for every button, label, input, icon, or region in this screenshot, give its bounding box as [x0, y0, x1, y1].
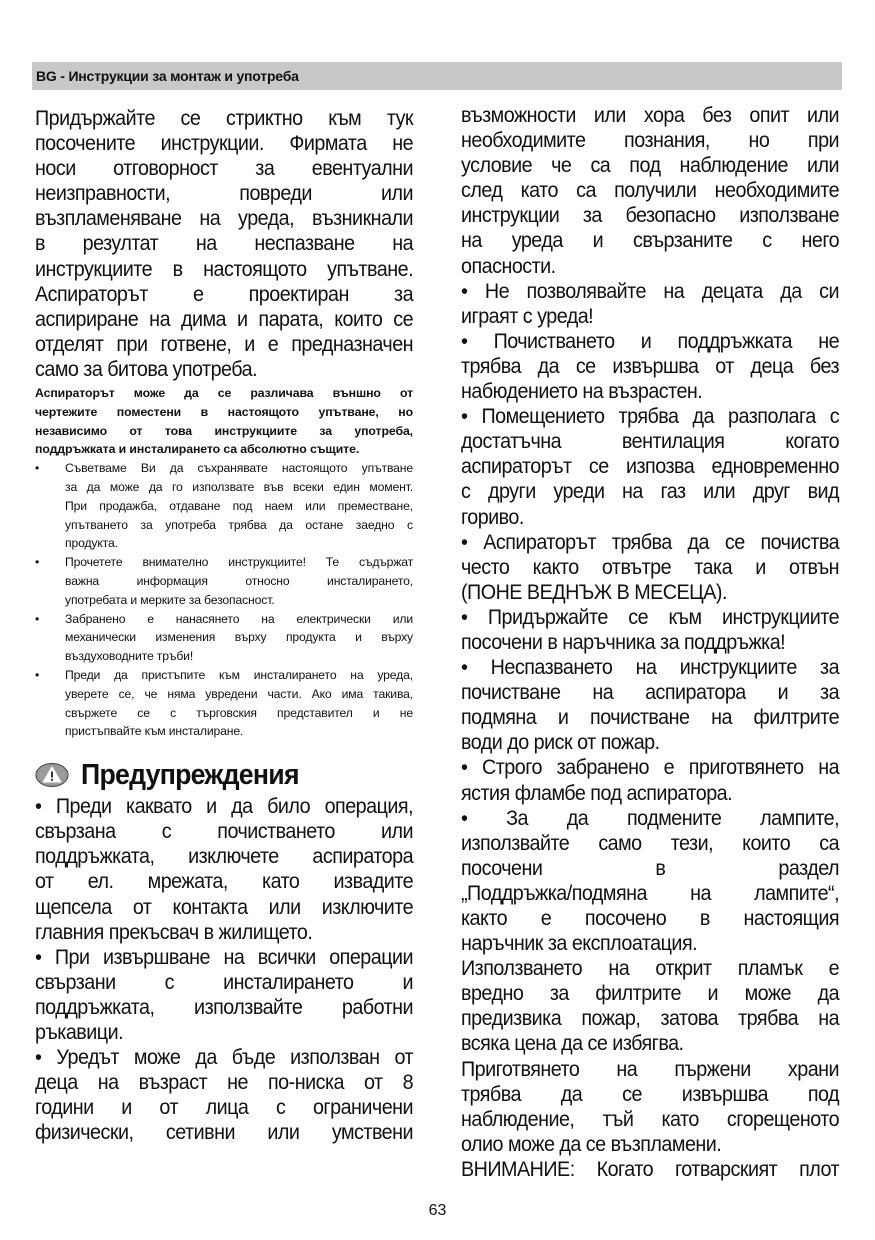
bullet: • — [35, 555, 40, 570]
text-line: • Преди каквато и да било операция, — [35, 795, 414, 819]
text-line: с други уреди на газ или друг вид — [461, 480, 840, 504]
text-line: наблюдение, тъй като сгорещеното — [461, 1107, 840, 1131]
list-line: важна информация относно инсталирането, — [65, 574, 413, 588]
text-line: подмяна и почистване на филтрите — [461, 706, 840, 730]
text-line: • Помещението трябва да разполага с — [461, 405, 840, 429]
text-line: свързани с инсталирането и — [35, 970, 414, 994]
text-line: от ел. мрежата, като извадите — [35, 870, 414, 894]
text-line: • Придържайте се към инструкциите — [461, 605, 840, 629]
page-number: 63 — [428, 1202, 447, 1219]
notice-line: независимо от това инструкциите за употреба, — [35, 423, 413, 438]
text-line: набюдението на възрастен. — [461, 380, 703, 404]
text-line: всяка цена да се избягва. — [461, 1032, 684, 1056]
right-column — [461, 103, 839, 1182]
text-line: неизправности, повреди или — [35, 182, 414, 206]
list-line: свържете се с търговския представител и не — [65, 705, 413, 720]
warnings-heading — [35, 758, 413, 792]
warnings-title: Предупреждения — [81, 758, 299, 791]
text-line: трябва да се извършва от деца без — [461, 354, 840, 378]
text-line: вредно за филтрите и може да — [461, 982, 840, 1006]
text-line: на уреда и свързаните с него — [461, 229, 840, 253]
text-line: отделят при готвене, и е предназначен — [35, 332, 414, 356]
intro-paragraph — [35, 106, 413, 382]
list-item — [35, 610, 413, 666]
text-line: наръчник за експлоатация. — [461, 932, 698, 956]
text-line: възможности или хора без опит или — [461, 104, 840, 127]
list-line: продукта. — [65, 536, 118, 551]
list-line: При продажба, отдаване под наем или преместване, — [65, 498, 413, 513]
list-line: за да може да го използвате във всеки един момент. — [65, 480, 413, 495]
left-column — [35, 106, 413, 1145]
text-line: аспириране на дима и парата, които се — [35, 307, 414, 331]
text-line: поддръжката, използвайте работни — [35, 995, 414, 1019]
text-line: (ПОНЕ ВЕДНЪЖ В МЕСЕЦА). — [461, 580, 727, 604]
bullet: • — [35, 461, 40, 476]
list-item — [35, 666, 413, 741]
text-line: олио може да се възпламени. — [461, 1132, 722, 1156]
text-line: ястия фламбе под аспиратора. — [461, 781, 733, 805]
text-line: свързана с почистването или — [35, 820, 414, 844]
list-line: пристъпвайте към инсталиране. — [65, 724, 244, 739]
text-line: опасности. — [461, 254, 556, 278]
bullet: • — [35, 667, 40, 682]
list-line: Преди да пристъпите към инсталирането на уреда, — [65, 667, 413, 682]
notice-line: поддръжката и инсталирането са абсолютно същите. — [35, 442, 360, 457]
text-line: играят с уреда! — [461, 304, 594, 328]
text-line: деца на възраст не по-ниска от 8 — [35, 1071, 414, 1095]
text-line: • Неспазването на инструкциите за — [461, 656, 840, 680]
list-line: механически изменения върху продукта и върху — [65, 630, 413, 645]
recommendations-list — [35, 459, 413, 741]
text-line: достатъчна вентилация когато — [461, 430, 840, 454]
text-line: • Уредът може да бъде използван от — [35, 1046, 414, 1070]
text-line: инструкциите в настоящото упътване. — [35, 257, 414, 281]
text-line: само за битова употреба. — [35, 357, 258, 381]
list-line: Забранено е нанасянето на електрически или — [65, 611, 413, 626]
section-header — [32, 62, 842, 90]
list-item — [35, 553, 413, 609]
warnings-text — [35, 794, 413, 1145]
list-line: въздуховодните тръби! — [65, 649, 194, 664]
notice-line: чертежите поместени в настоящото упътване, но — [35, 404, 413, 419]
text-line: Приготвянето на пържени храни — [461, 1057, 840, 1081]
text-line: аспираторът се изпозва едновременно — [461, 455, 840, 479]
text-line: • Почистването и поддръжката не — [461, 329, 840, 353]
header-title: BG - Инструкции за монтаж и употреба — [36, 68, 299, 84]
text-line: Придържайте се стриктно към тук — [35, 107, 414, 130]
text-line: поддръжката, изключете аспиратора — [35, 845, 414, 869]
text-line: инструкции за безопасно използване — [461, 204, 840, 228]
appearance-notice — [35, 384, 413, 459]
text-line: носи отговорност за евентуални — [35, 157, 414, 181]
text-line: посочените инструкции. Фирмата не — [35, 132, 414, 156]
text-line: условие че са под наблюдение или — [461, 154, 840, 178]
text-line: възпламеняване на уреда, възникнали — [35, 207, 414, 231]
text-line: щепсела от контакта или изключите — [35, 895, 414, 919]
text-line: физически, сетивни или умствени — [35, 1121, 414, 1145]
right-column-text — [461, 103, 839, 1182]
text-line: води до риск от пожар. — [461, 731, 660, 755]
text-line: посочени в раздел — [461, 856, 840, 880]
list-line: Съветваме Ви да съхранявате настоящото упътване — [65, 461, 413, 476]
text-line: години и от лица с ограничени — [35, 1096, 414, 1120]
text-line: Аспираторът е проектиран за — [35, 282, 414, 306]
text-line: • За да подмените лампите, — [461, 806, 840, 830]
text-line: Използването на открит пламък е — [461, 957, 840, 981]
text-line: ВНИМАНИЕ: Когато готварският плот — [461, 1157, 840, 1181]
list-line: уверете се, че няма увредени части. Ако има такива, — [65, 686, 413, 701]
text-line: посочени в наръчника за поддръжка! — [461, 630, 786, 654]
text-line: често както отвътре така и отвън — [461, 555, 840, 579]
text-line: гориво. — [461, 505, 524, 529]
bullet: • — [35, 611, 40, 626]
text-line: • Не позволявайте на децата да си — [461, 279, 840, 303]
text-line: както е посочено в настоящия — [461, 907, 840, 930]
list-line: употребата и мерките за безопасност. — [65, 592, 275, 607]
text-line: • Аспираторът трябва да се почиства — [461, 530, 840, 554]
text-line: „Поддръжка/подмяна на лампите“, — [461, 881, 840, 905]
text-line: • Строго забранено е приготвянето на — [461, 756, 840, 780]
text-line: необходимите познания, но при — [461, 129, 840, 153]
list-line: упътването за употреба трябва да остане заедно с — [65, 517, 413, 532]
text-line: след като са получили необходимите — [461, 179, 840, 203]
text-line: • При извършване на всички операции — [35, 945, 414, 969]
notice-line: Аспираторът може да се различава външно от — [35, 386, 413, 401]
text-line: използвайте само тези, които са — [461, 831, 840, 855]
exclamation-ellipse-icon — [35, 762, 69, 788]
text-line: главния прекъсвач в жилището. — [35, 920, 313, 944]
text-line: почистване на аспиратора и за — [461, 681, 840, 705]
text-line: предизвика пожар, затова трябва на — [461, 1007, 840, 1031]
text-line: трябва да се извършва под — [461, 1082, 840, 1106]
text-line: ръкавици. — [35, 1021, 124, 1045]
text-line: в резултат на неспазване на — [35, 232, 414, 256]
list-line: Прочетете внимателно инструкциите! Те съдържат — [65, 555, 413, 570]
list-item — [35, 459, 413, 553]
